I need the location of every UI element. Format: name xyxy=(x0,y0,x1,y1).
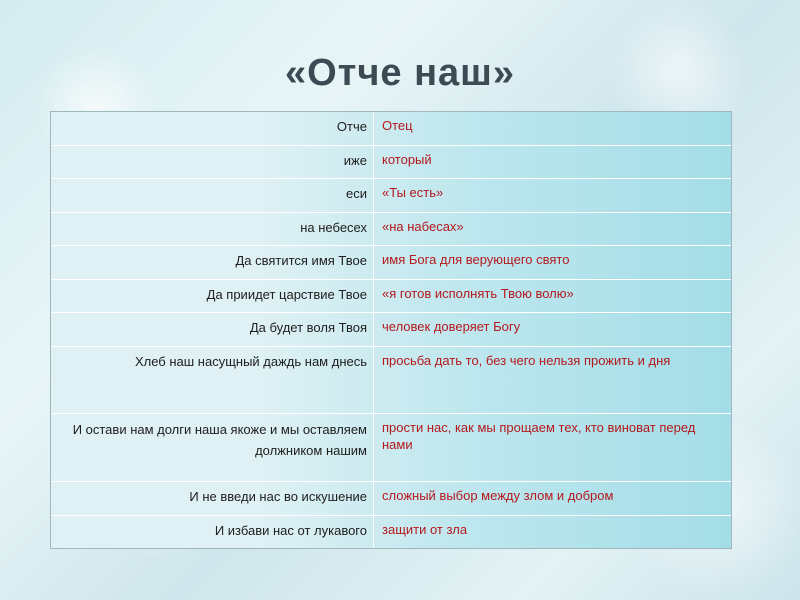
table-row xyxy=(51,414,731,482)
church-slavonic-cell: еси xyxy=(51,179,374,212)
meaning-cell: просьба дать то, без чего нельзя прожить и дня xyxy=(382,353,671,368)
slide-title: «Отче наш» xyxy=(285,52,515,94)
church-slavonic-cell: Да святится имя Твое xyxy=(51,246,374,279)
table-row xyxy=(51,146,731,179)
church-slavonic-cell: Отче xyxy=(51,112,374,145)
church-slavonic-cell: Хлеб наш насущный даждь нам днесь xyxy=(51,347,374,413)
table-row xyxy=(51,516,731,548)
meaning-cell: «Ты есть» xyxy=(382,185,444,200)
meaning-cell: сложный выбор между злом и добром xyxy=(382,488,614,503)
meaning-cell: Отец xyxy=(382,118,413,133)
meaning-cell: человек доверяет Богу xyxy=(382,319,521,334)
church-slavonic-cell: иже xyxy=(51,146,374,178)
table-row xyxy=(51,112,731,146)
table-row xyxy=(51,213,731,246)
church-slavonic-cell: И избави нас от лукавого xyxy=(51,516,374,548)
table-row xyxy=(51,347,731,414)
church-slavonic-cell: И не введи нас во искушение xyxy=(51,482,374,515)
church-slavonic-cell: Да будет воля Твоя xyxy=(51,313,374,346)
table-row xyxy=(51,246,731,280)
prayer-table xyxy=(50,111,732,549)
table-row xyxy=(51,313,731,347)
meaning-cell: «я готов исполнять Твою волю» xyxy=(382,286,574,301)
meaning-cell: имя Бога для верующего свято xyxy=(382,252,570,267)
meaning-cell: «на набесах» xyxy=(382,219,464,234)
church-slavonic-cell: на небесех xyxy=(51,213,374,245)
meaning-cell: который xyxy=(382,152,432,167)
table-row xyxy=(51,280,731,313)
table-row xyxy=(51,482,731,516)
church-slavonic-cell: Да приидет царствие Твое xyxy=(51,280,374,312)
meaning-cell: защити от зла xyxy=(382,522,468,537)
table-row xyxy=(51,179,731,213)
meaning-cell: прости нас, как мы прощаем тех, кто виноват перед нами xyxy=(382,420,696,452)
church-slavonic-cell: И остави нам долги наша якоже и мы оставляем должником нашим xyxy=(51,414,374,481)
